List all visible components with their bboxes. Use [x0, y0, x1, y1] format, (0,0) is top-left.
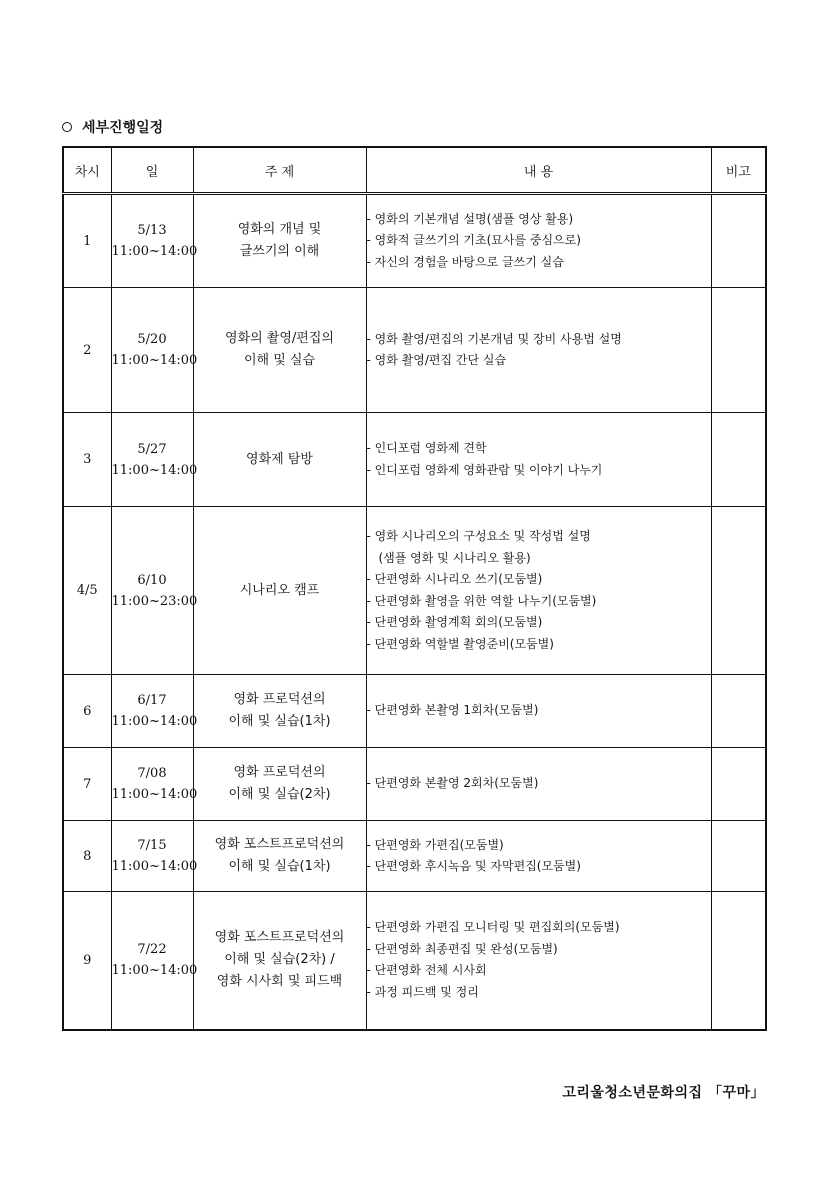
session-date: 6/10 — [137, 572, 167, 588]
topic-line: 이해 및 실습(2차) — [228, 787, 331, 802]
content-line: - 단편영화 역할별 촬영준비(모둠별) — [366, 636, 554, 651]
session-date: 5/20 — [137, 332, 167, 347]
session-number: 6 — [63, 675, 111, 748]
session-number: 3 — [63, 413, 111, 507]
session-content — [366, 194, 711, 288]
session-time: 11:00~14:00 — [111, 859, 198, 874]
session-time: 11:00~14:00 — [111, 462, 198, 478]
session-topic — [193, 288, 366, 413]
session-note — [711, 413, 766, 507]
session-content — [366, 821, 711, 892]
session-time: 11:00~14:00 — [111, 244, 198, 259]
session-number: 2 — [63, 288, 111, 413]
table-row — [63, 675, 766, 748]
session-note — [711, 507, 766, 675]
session-date: 5/27 — [137, 441, 167, 457]
session-datetime — [111, 675, 198, 748]
session-time: 11:00~14:00 — [111, 787, 198, 802]
content-line: - 영화 촬영/편집의 기본개념 및 장비 사용법 설명 — [366, 331, 622, 346]
session-datetime — [111, 413, 198, 507]
content-line: - 영화 촬영/편집 간단 실습 — [366, 353, 507, 367]
session-topic — [193, 821, 366, 892]
table-row — [63, 748, 766, 821]
session-date: 5/13 — [137, 223, 167, 238]
table-row — [63, 194, 766, 288]
session-date: 7/15 — [137, 838, 167, 853]
topic-line: 영화제 탐방 — [246, 451, 313, 467]
session-content — [366, 413, 711, 507]
session-datetime — [111, 288, 198, 413]
session-date: 7/22 — [137, 942, 167, 958]
table-row — [63, 413, 766, 507]
content-line: - 단편영화 가편집 모니터링 및 편집회의(모둠별) — [366, 920, 620, 935]
content-line: - 자신의 경험을 바탕으로 글쓰기 실습 — [366, 254, 564, 269]
header-topic: 주 제 — [193, 147, 366, 194]
content-line: - 영화의 기본개념 설명(샘플 영상 활용) — [366, 211, 574, 226]
session-datetime — [111, 892, 198, 1030]
table-row — [63, 821, 766, 892]
session-time: 11:00~23:00 — [111, 593, 198, 609]
topic-line: 이해 및 실습(1차) — [228, 859, 331, 874]
topic-line: 영화 포스트프로덕션의 — [214, 837, 345, 852]
topic-line: 영화의 개념 및 — [237, 222, 322, 237]
content-line: - 인디포럼 영화제 견학 — [366, 441, 487, 455]
session-note — [711, 675, 766, 748]
session-datetime — [111, 507, 198, 675]
circle-bullet-icon — [62, 122, 72, 132]
header-date: 일 — [111, 147, 193, 194]
session-content — [366, 748, 711, 821]
table-row — [63, 892, 766, 1030]
content-line: - 과정 피드백 및 정리 — [366, 984, 479, 999]
organization-name: 고리울청소년문화의집 「꾸마」 — [562, 1085, 765, 1101]
content-line: - 단편영화 후시녹음 및 자막편집(모둠별) — [366, 859, 581, 873]
content-line: (샘플 영화 및 시나리오 활용) — [378, 550, 531, 565]
content-line: - 단편영화 촬영계획 회의(모둠별) — [366, 615, 543, 629]
content-line: - 영화 시나리오의 구성요소 및 작성법 설명 — [366, 529, 591, 543]
section-title: 세부진행일정 — [82, 120, 164, 136]
content-line: - 단편영화 촬영을 위한 역할 나누기(모둠별) — [366, 593, 597, 608]
topic-line: 영화 포스트프로덕션의 — [214, 930, 345, 946]
content-line: - 단편영화 본촬영 2회차(모둠별) — [366, 776, 539, 791]
session-topic — [193, 748, 366, 821]
session-topic — [193, 194, 366, 288]
session-time: 11:00~14:00 — [111, 963, 198, 979]
session-number: 9 — [63, 892, 111, 1030]
session-topic — [193, 892, 366, 1030]
content-line: - 단편영화 최종편집 및 완성(모둠별) — [366, 941, 558, 956]
topic-line: 영화의 촬영/편집의 — [225, 331, 334, 346]
session-topic — [193, 507, 366, 675]
header-content: 내 용 — [366, 147, 711, 194]
section-heading — [62, 117, 163, 137]
topic-line: 글쓰기의 이해 — [239, 244, 320, 259]
session-content — [366, 675, 711, 748]
header-session: 차시 — [63, 147, 111, 194]
session-date: 6/17 — [137, 693, 167, 708]
session-time: 11:00~14:00 — [111, 353, 198, 368]
session-note — [711, 892, 766, 1030]
session-number: 4/5 — [63, 507, 111, 675]
session-note — [711, 194, 766, 288]
session-note — [711, 821, 766, 892]
session-note — [711, 748, 766, 821]
topic-line: 시나리오 캠프 — [239, 582, 320, 598]
session-number: 1 — [63, 194, 111, 288]
content-line: - 인디포럼 영화제 영화관람 및 이야기 나누기 — [366, 462, 603, 477]
session-time: 11:00~14:00 — [111, 714, 198, 729]
session-datetime — [111, 194, 198, 288]
session-number: 7 — [63, 748, 111, 821]
topic-line: 이해 및 실습 — [243, 353, 316, 368]
header-note: 비고 — [711, 147, 766, 194]
table-row — [63, 288, 766, 413]
topic-line: 영화 프로덕션의 — [233, 692, 326, 707]
session-content — [366, 507, 711, 675]
session-datetime — [111, 748, 198, 821]
content-line: - 단편영화 가편집(모둠별) — [366, 837, 504, 852]
session-content — [366, 892, 711, 1030]
session-date: 7/08 — [137, 766, 167, 781]
session-datetime — [111, 821, 198, 892]
session-topic — [193, 675, 366, 748]
topic-line: 영화 시사회 및 피드백 — [216, 974, 343, 990]
topic-line: 영화 프로덕션의 — [233, 765, 326, 780]
schedule-table — [62, 146, 767, 1031]
schedule-body — [63, 194, 766, 1030]
topic-line: 이해 및 실습(1차) — [228, 714, 331, 729]
session-topic — [193, 413, 366, 507]
content-line: - 단편영화 전체 시사회 — [366, 963, 487, 978]
session-number: 8 — [63, 821, 111, 892]
session-content — [366, 288, 711, 413]
content-line: - 단편영화 본촬영 1회차(모둠별) — [366, 703, 539, 718]
content-line: - 단편영화 시나리오 쓰기(모둠별) — [366, 572, 543, 586]
content-line: - 영화적 글쓰기의 기초(묘사를 중심으로) — [366, 233, 581, 248]
topic-line: 이해 및 실습(2차) / — [224, 952, 335, 968]
table-header-row — [63, 147, 766, 194]
table-row — [63, 507, 766, 675]
session-note — [711, 288, 766, 413]
